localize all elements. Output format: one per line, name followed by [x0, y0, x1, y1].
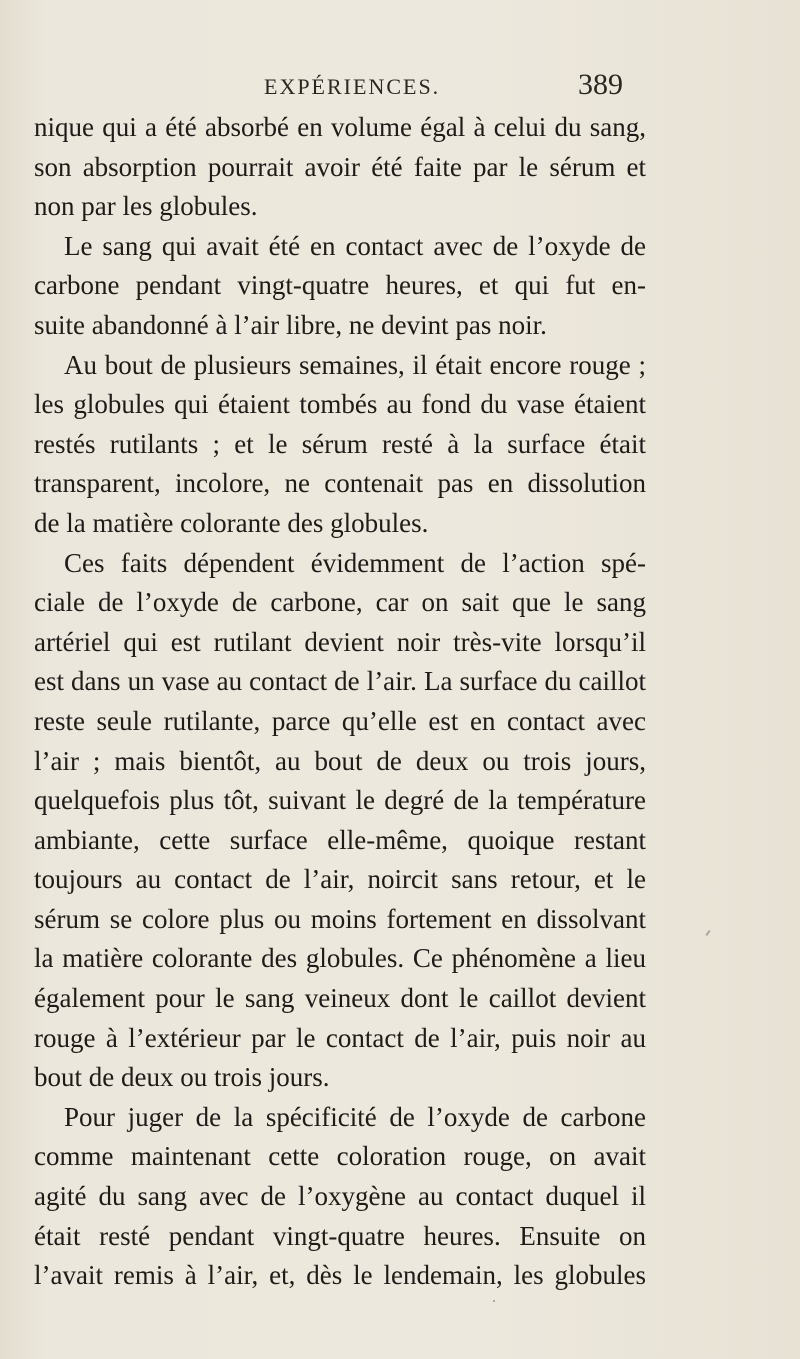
- text-line: la matière colorante des globules. Ce phénomène a lieu: [34, 943, 646, 974]
- text-line: l’air ; mais bientôt, au bout de deux ou trois jours,: [34, 745, 646, 776]
- text-line: ciale de l’oxyde de carbone, car on sait que le sang: [34, 587, 646, 618]
- page-number: 389: [578, 68, 623, 101]
- text-line: artériel qui est rutilant devient noir très-vite lorsqu’il: [34, 626, 646, 657]
- text-line: comme maintenant cette coloration rouge, on avait: [34, 1141, 646, 1172]
- text-line: nique qui a été absorbé en volume égal à celui du sang,: [34, 112, 646, 142]
- text-line: toujours au contact de l’air, noircit sans retour, et le: [34, 864, 646, 895]
- text-line: était resté pendant vingt-quatre heures. Ensuite on: [34, 1220, 646, 1251]
- text-line: reste seule rutilante, parce qu’elle est en contact avec: [34, 705, 646, 736]
- text-line: rouge à l’extérieur par le contact de l’air, puis noir au: [34, 1022, 646, 1053]
- text-line: carbone pendant vingt-quatre heures, et qui fut en-: [34, 270, 646, 301]
- text-line: non par les globules.: [34, 191, 258, 222]
- text-line: suite abandonné à l’air libre, ne devint pas noir.: [34, 309, 547, 340]
- text-line: Pour juger de la spécificité de l’oxyde de carbone: [64, 1101, 646, 1132]
- text-line: est dans un vase au contact de l’air. La surface du caillot: [34, 666, 646, 697]
- text-line: son absorption pourrait avoir été faite par le sérum et: [34, 151, 646, 182]
- text-line: Le sang qui avait été en contact avec de l’oxyde de: [64, 230, 646, 261]
- text-line: de la matière colorante des globules.: [34, 507, 429, 538]
- running-head: EXPÉRIENCES.: [264, 74, 441, 99]
- body-text: [34, 108, 646, 1296]
- page-header: [0, 66, 800, 106]
- text-line: bout de deux ou trois jours.: [34, 1062, 330, 1093]
- text-line: également pour le sang veineux dont le caillot devient: [34, 983, 646, 1014]
- text-line: l’avait remis à l’air, et, dès le lendemain, les globules: [34, 1260, 646, 1291]
- text-line: restés rutilants ; et le sérum resté à la surface était: [34, 428, 646, 459]
- text-line: les globules qui étaient tombés au fond du vase étaient: [34, 389, 646, 420]
- text-line: transparent, incolore, ne contenait pas en dissolution: [34, 468, 646, 499]
- text-line: Au bout de plusieurs semaines, il était encore rouge ;: [64, 349, 646, 380]
- text-line: quelquefois plus tôt, suivant le degré de la température: [34, 785, 646, 816]
- text-line: Ces faits dépendent évidemment de l’action spé-: [64, 547, 646, 578]
- text-line: ambiante, cette surface elle-même, quoique restant: [34, 824, 646, 855]
- text-line: agité du sang avec de l’oxygène au contact duquel il: [34, 1181, 646, 1212]
- text-line: sérum se colore plus ou moins fortement en dissolvant: [34, 903, 646, 934]
